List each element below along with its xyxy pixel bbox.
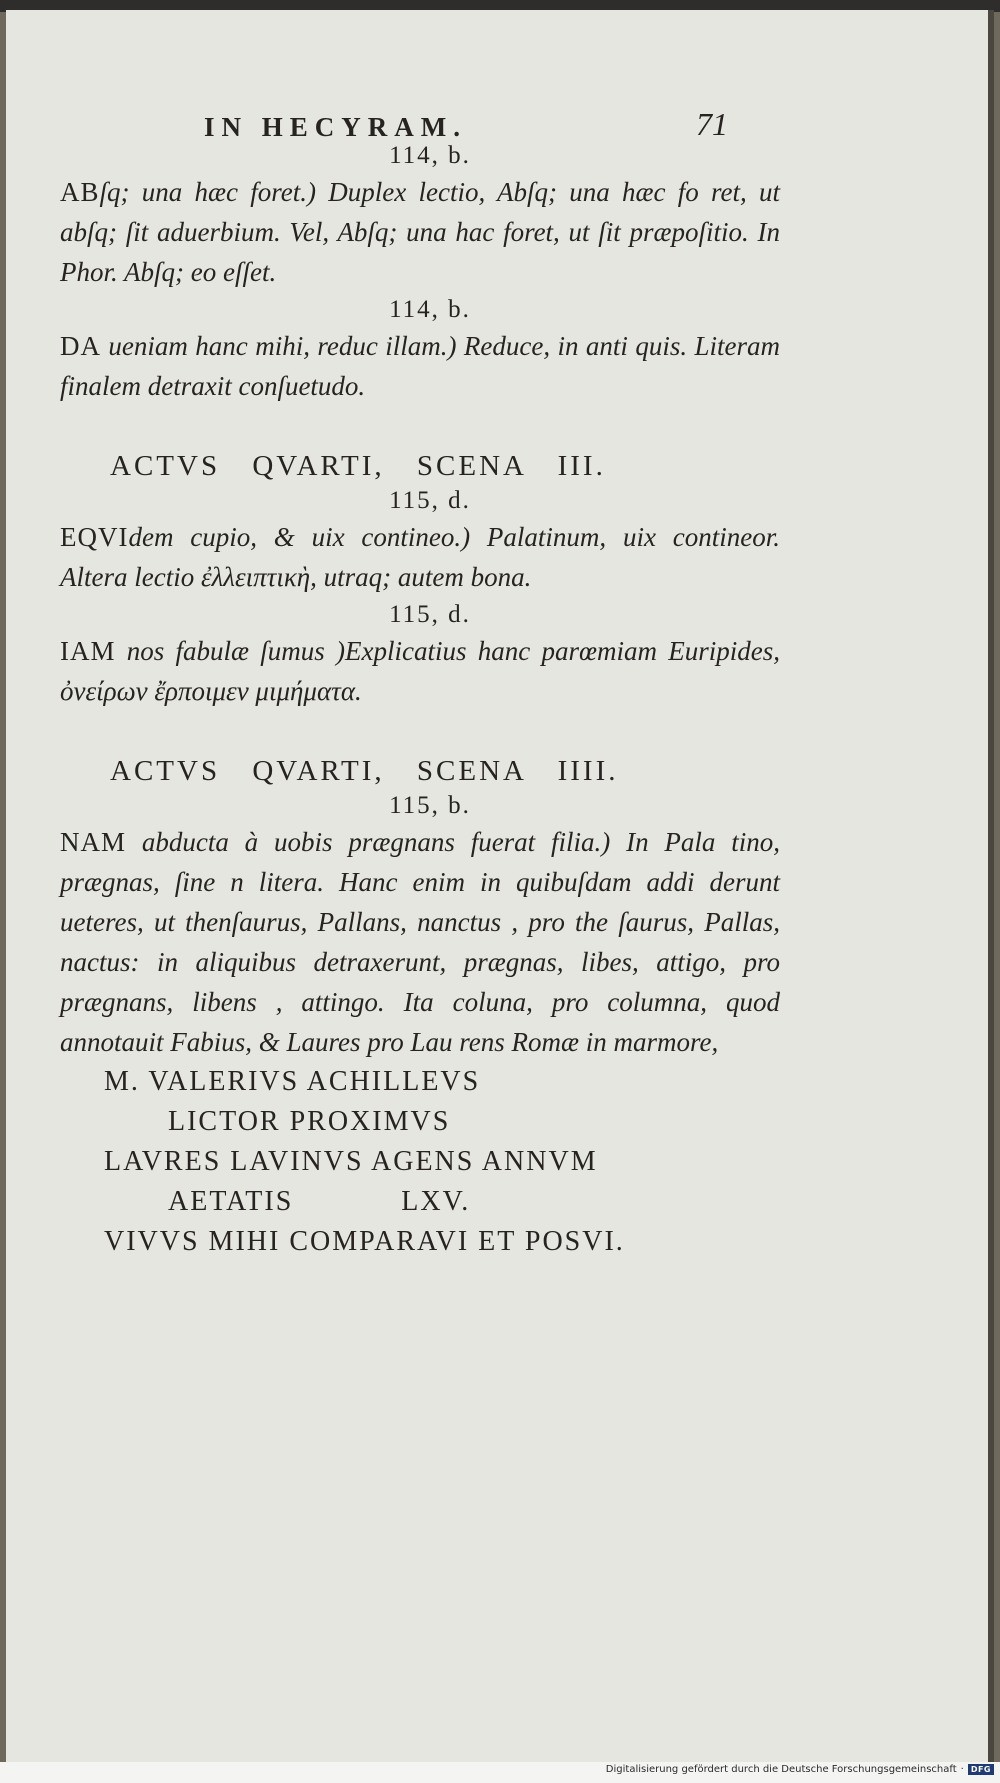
scene-heading-1: ACTVS QVARTI, SCENA III. [110, 450, 606, 482]
paragraph-text: ſq; una hæc foret.) Duplex lectio, Abſq; una hæc fo ret, ut abſq; ſit aduerbium. Vel, Abſq; una hac foret, ut ſit præpoſitio. In Phor. Abſq; eo eſſet. [60, 177, 780, 287]
inscription-line: LAVRES LAVINVS AGENS ANNVM [104, 1146, 598, 1177]
lemma: EQVI [60, 522, 129, 552]
paragraph-text: ueniam hanc mihi, reduc illam.) Reduce, in anti quis. Literam finalem detraxit conſuetudo. [60, 331, 780, 401]
page-number: 71 [696, 106, 728, 142]
lemma: DA [60, 331, 101, 361]
reference-5: 115, b. [389, 792, 471, 819]
credit-text: Digitalisierung gefördert durch die Deutsche Forschungsgemeinschaft [605, 1764, 957, 1775]
inscription-line: VIVVS MIHI COMPARAVI ET POSVI. [104, 1226, 625, 1257]
lemma: NAM [60, 827, 127, 857]
dfg-logo-icon: DFG [968, 1764, 994, 1775]
page-text [60, 92, 780, 1262]
reference-3: 115, d. [389, 487, 471, 514]
running-head: IN HECYRAM. [204, 112, 467, 142]
commentary-paragraph-3 [60, 517, 780, 597]
lemma: IAM [60, 636, 116, 666]
commentary-paragraph-4 [60, 631, 780, 711]
paragraph-text: dem cupio, & uix contineo.) Palatinum, uix contineor. Altera lectio ἐλλειπτικὴ, utraq; autem bona. [60, 522, 780, 592]
inscription-line: LICTOR PROXIMVS [168, 1106, 451, 1137]
inscription-line: M. VALERIVS ACHILLEVS [104, 1066, 481, 1097]
paragraph-text: nos fabulæ ſumus )Explicatius hanc parœmiam Euripides, ὀνείρων ἔρποιμεν μιμήματα. [60, 636, 780, 706]
commentary-paragraph-5 [60, 822, 780, 1062]
paragraph-text: abducta à uobis prægnans fuerat filia.) In Pala tino, prægnas, ſine n litera. Hanc enim in quibuſdam addi derunt ueteres, ut thenſaurus, Pallans, nanctus , pro the ſaurus, Pallas, nactus: in aliquibus detraxerunt, prægnas, libes, attigo, pro prægnans, libens , attingo. Ita coluna, pro columna, quod annotauit Fabius, & Laures pro Lau rens Romæ in marmore, [60, 827, 780, 1057]
inscription-line: AETATIS LXV. [168, 1186, 471, 1217]
reference-2: 114, b. [389, 296, 471, 323]
reference-1: 114, b. [389, 142, 471, 169]
inscription-block [60, 1062, 780, 1262]
commentary-paragraph-2 [60, 326, 780, 406]
scene-heading-2: ACTVS QVARTI, SCENA IIII. [110, 755, 619, 787]
digitization-credit: Digitalisierung gefördert durch die Deutsche Forschungsgemeinschaft · DFG [606, 1764, 994, 1775]
lemma: AB [60, 177, 100, 207]
page-header [60, 92, 780, 142]
reference-4: 115, d. [389, 601, 471, 628]
commentary-paragraph-1 [60, 172, 780, 292]
